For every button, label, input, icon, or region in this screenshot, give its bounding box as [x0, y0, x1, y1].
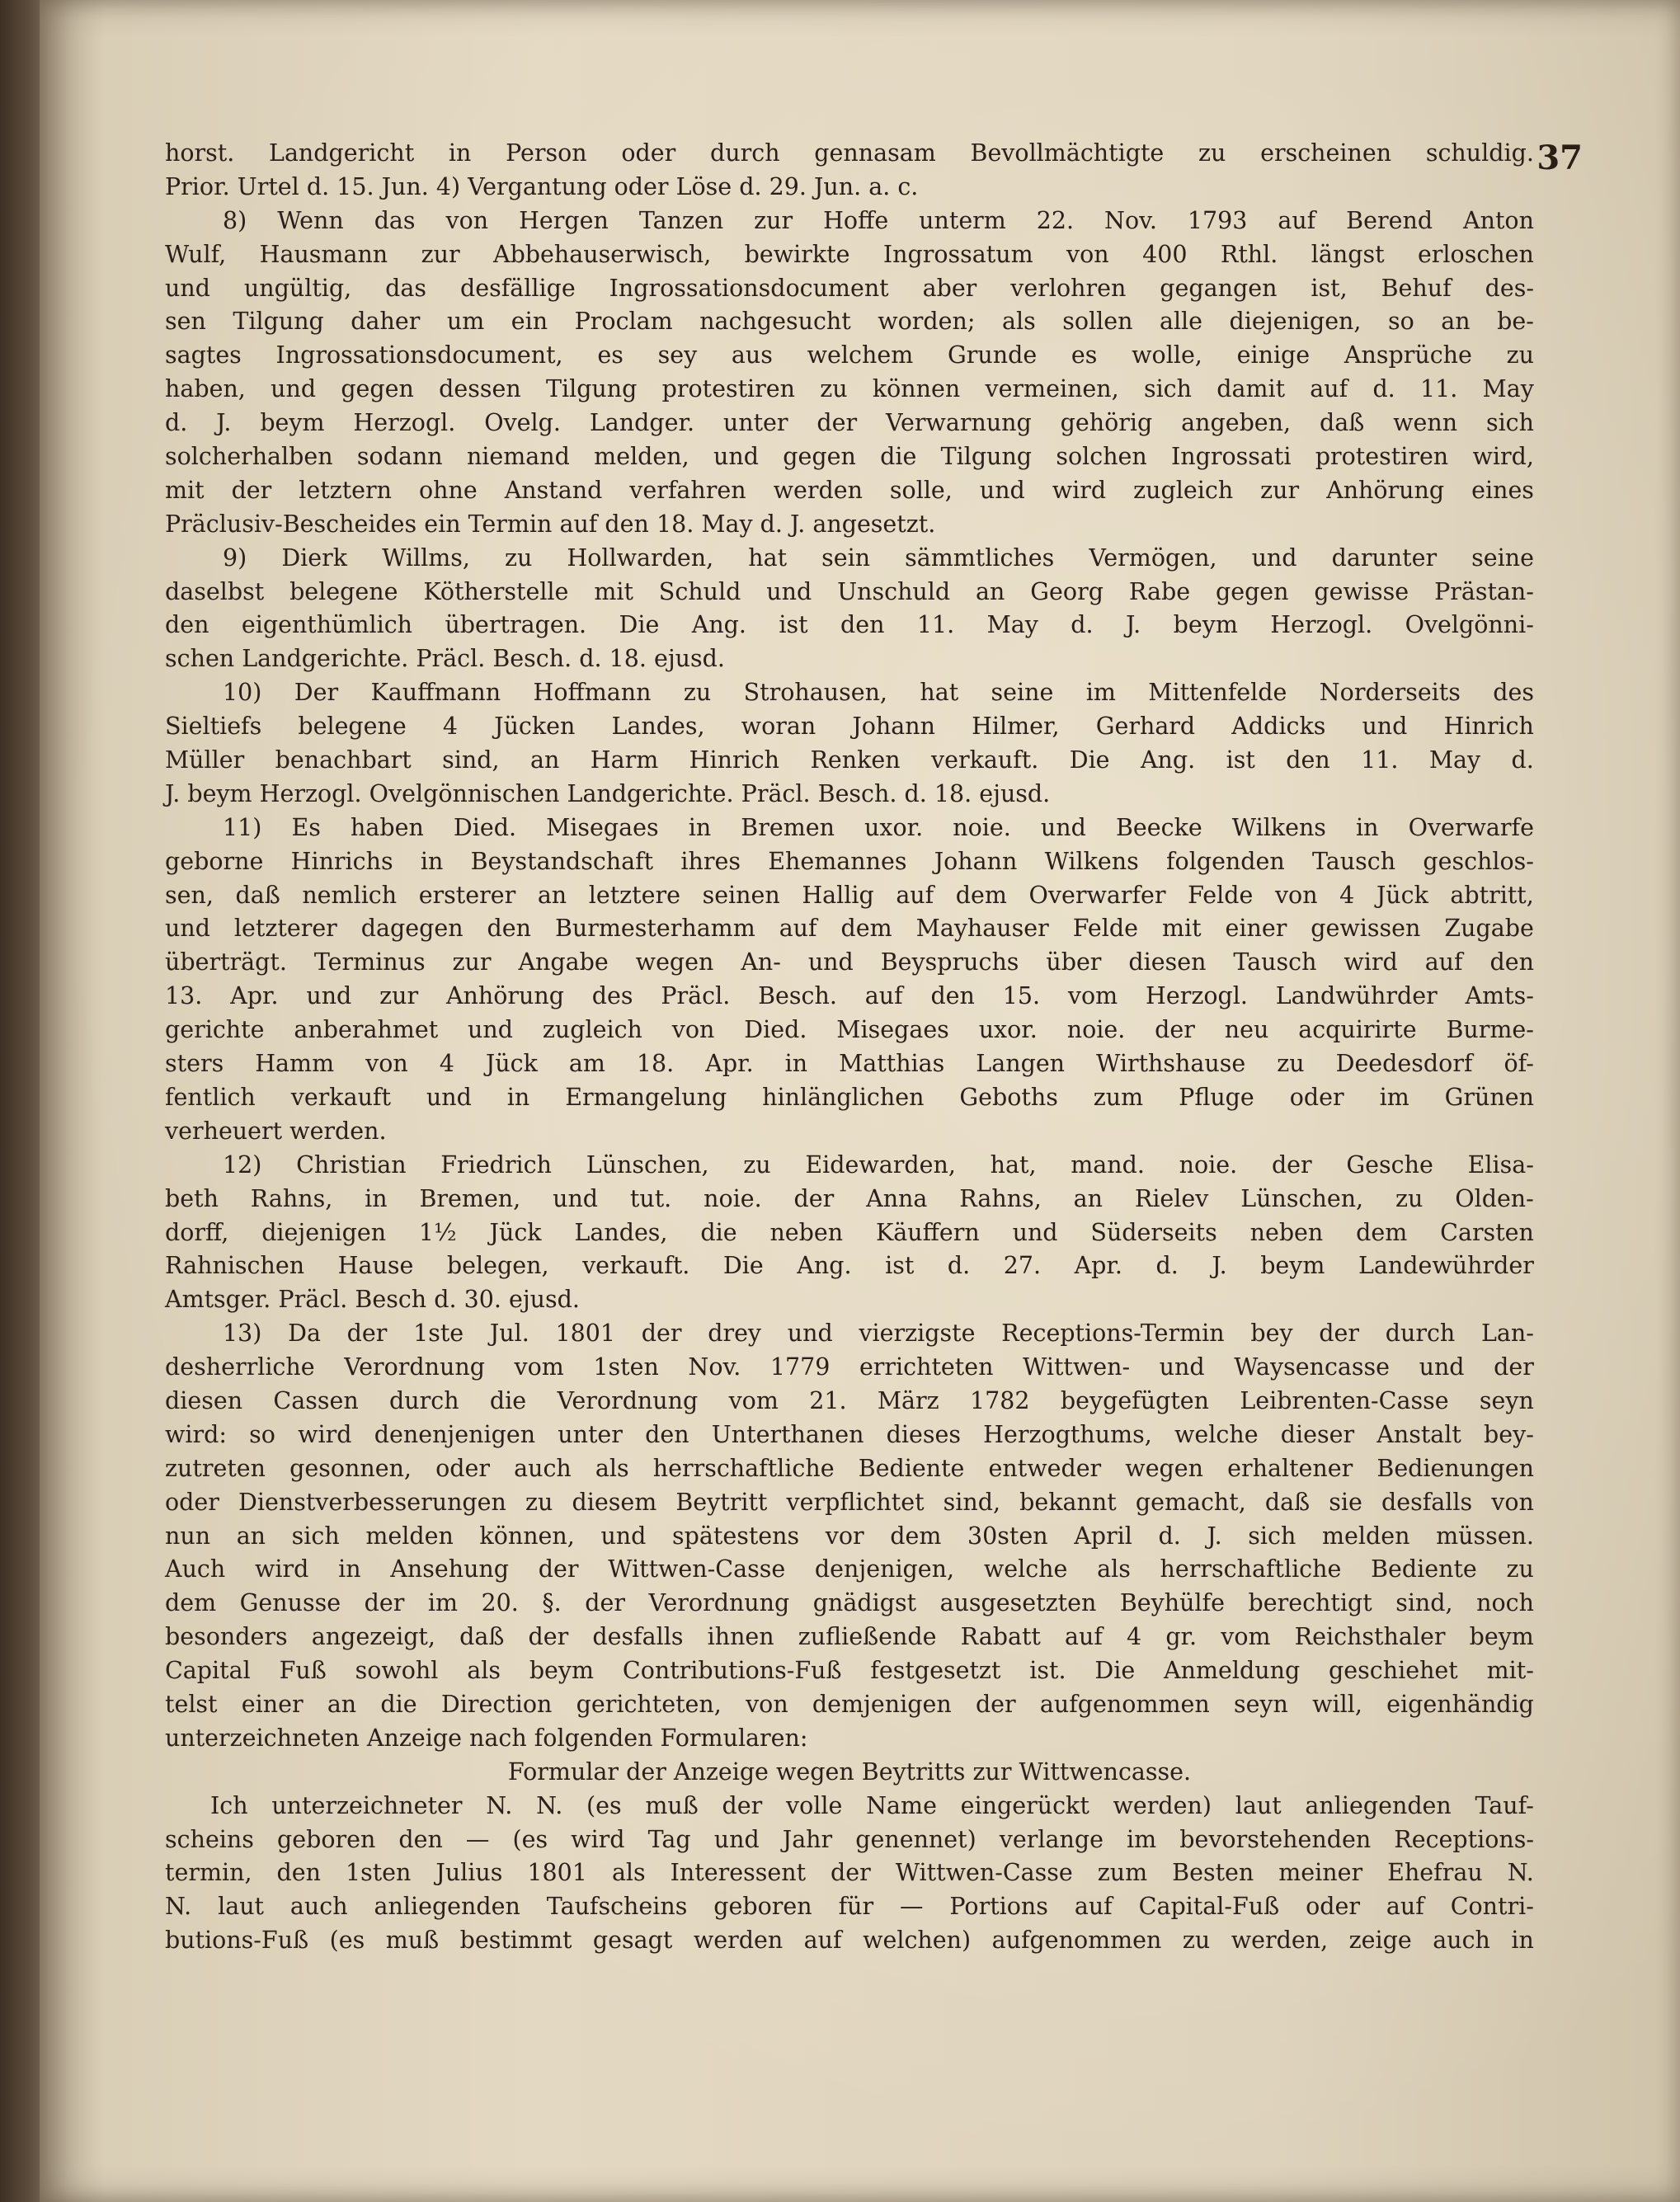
text-line: Prior. Urtel d. 15. Jun. 4) Vergantung oder Löse d. 29. Jun. a. c. — [165, 172, 919, 200]
text-line: sagtes Ingrossationsdocument, es sey aus welchem Grunde es wolle, einige Ansprüche zu — [165, 341, 1534, 369]
text-line: dem Genusse der im 20. §. der Verordnung gnädigst ausgesetzten Beyhülfe berechtigt sind, noch — [165, 1589, 1534, 1617]
text-line: 11) Es haben Died. Misegaes in Bremen uxor. noie. und Beecke Wilkens in Overwarfe — [223, 813, 1534, 841]
text-line: sen, daß nemlich ersterer an letztere seinen Hallig auf dem Overwarfer Felde von 4 Jück abtritt, — [165, 881, 1534, 909]
text-line: nun an sich melden können, und spätestens vor dem 30sten April d. J. sich melden müssen. — [165, 1522, 1534, 1550]
text-line: 12) Christian Friedrich Lünschen, zu Eidewarden, hat, mand. noie. der Gesche Elisa- — [223, 1150, 1534, 1179]
text-line: J. beym Herzogl. Ovelgönnischen Landgerichte. Präcl. Besch. d. 18. ejusd. — [165, 779, 1051, 807]
text-line: 9) Dierk Willms, zu Hollwarden, hat sein sämmtliches Vermögen, und darunter seine — [223, 543, 1534, 572]
text-line: Rahnischen Hause belegen, verkauft. Die Ang. ist d. 27. Apr. d. J. beym Landewührder — [165, 1252, 1534, 1280]
text-line: telst einer an die Direction gerichteten, von demjenigen der aufgenommen seyn will, eigenhändig — [165, 1690, 1534, 1718]
text-line: wird: so wird denenjenigen unter den Unterthanen dieses Herzogthums, welche dieser Anstalt bey- — [165, 1420, 1534, 1448]
text-line: sters Hamm von 4 Jück am 18. Apr. in Matthias Langen Wirthshause zu Deedesdorf öf- — [165, 1050, 1534, 1078]
text-line: gerichte anberahmet und zugleich von Died. Misegaes uxor. noie. der neu acquirirte Burme- — [165, 1016, 1534, 1044]
text-line: 13) Da der 1ste Jul. 1801 der drey und vierzigste Receptions-Termin bey der durch Lan- — [223, 1320, 1534, 1348]
text-line: haben, und gegen dessen Tilgung protestiren zu können vermeinen, sich damit auf d. 11. May — [165, 375, 1534, 403]
text-line: schen Landgerichte. Präcl. Besch. d. 18. ejusd. — [165, 645, 725, 673]
text-line: Präclusiv-Bescheides ein Termin auf den 18. May d. J. angesetzt. — [165, 510, 936, 538]
text-line: Sieltiefs belegene 4 Jücken Landes, woran Johann Hilmer, Gerhard Addicks und Hinrich — [165, 713, 1534, 741]
text-line: termin, den 1sten Julius 1801 als Interessent der Wittwen-Casse zum Besten meiner Ehefrau N. — [165, 1859, 1534, 1887]
text-line: und letzterer dagegen den Burmesterhamm auf dem Mayhauser Felde mit einer gewissen Zugabe — [165, 915, 1534, 943]
text-line: dorff, diejenigen 1½ Jück Landes, die neben Käuffern und Süderseits neben dem Carsten — [165, 1218, 1534, 1246]
text-line: desherrliche Verordnung vom 1sten Nov. 1779 errichteten Wittwen- und Waysencasse und der — [165, 1353, 1534, 1381]
text-line: besonders angezeigt, daß der desfalls ihnen zufließende Rabatt auf 4 gr. vom Reichsthaler beym — [165, 1623, 1534, 1651]
text-line: horst. Landgericht in Person oder durch gennasam Bevollmächtigte zu erscheinen schuldig. — [165, 139, 1534, 167]
text-line: diesen Cassen durch die Verordnung vom 21. März 1782 beygefügten Leibrenten-Casse seyn — [165, 1386, 1534, 1414]
book-page — [40, 0, 1680, 2202]
text-line: oder Dienstverbesserungen zu diesem Beytritt verpflichtet sind, bekannt gemacht, daß sie desfalls von — [165, 1488, 1534, 1516]
text-line: 8) Wenn das von Hergen Tanzen zur Hoffe unterm 22. Nov. 1793 auf Berend Anton — [223, 206, 1534, 234]
text-line: unterzeichneten Anzeige nach folgenden Formularen: — [165, 1724, 808, 1752]
form-heading: Formular der Anzeige wegen Beytritts zur Wittwencasse. — [507, 1757, 1192, 1786]
text-line: d. J. beym Herzogl. Ovelg. Landger. unter der Verwarnung gehörig angeben, daß wenn sich — [165, 409, 1534, 437]
text-line: butions-Fuß (es muß bestimmt gesagt werden auf welchen) aufgenommen zu werden, zeige auch in — [165, 1927, 1534, 1955]
text-line: 13. Apr. und zur Anhörung des Präcl. Besch. auf den 15. vom Herzogl. Landwührder Amts- — [165, 982, 1534, 1010]
text-line: solcherhalben sodann niemand melden, und gegen die Tilgung solchen Ingrossati protestiren wird, — [165, 443, 1534, 471]
text-line: daselbst belegene Kötherstelle mit Schuld und Unschuld an Georg Rabe gegen gewisse Prästan- — [165, 577, 1534, 605]
text-line: Ich unterzeichneter N. N. (es muß der volle Name eingerückt werden) laut anliegenden Tauf- — [210, 1791, 1534, 1819]
text-line: scheins geboren den — (es wird Tag und Jahr genennet) verlange im bevorstehenden Receptions- — [165, 1825, 1534, 1853]
text-line: mit der letztern ohne Anstand verfahren werden solle, und wird zugleich zur Anhörung eines — [165, 476, 1534, 504]
text-line: fentlich verkauft und in Ermangelung hinlänglichen Geboths zum Pfluge oder im Grünen — [165, 1083, 1534, 1111]
page-text — [165, 137, 1534, 1958]
text-line: den eigenthümlich übertragen. Die Ang. ist den 11. May d. J. beym Herzogl. Ovelgönni- — [165, 611, 1534, 639]
text-line: 10) Der Kauffmann Hoffmann zu Strohausen, hat seine im Mittenfelde Norderseits des — [223, 679, 1534, 707]
text-line: N. laut auch anliegenden Taufscheins geboren für — Portions auf Capital-Fuß oder auf Contri- — [165, 1893, 1534, 1921]
text-line: und ungültig, das desfällige Ingrossationsdocument aber verlohren gegangen ist, Behuf des- — [165, 274, 1534, 302]
text-line: Wulf, Hausmann zur Abbehauserwisch, bewirkte Ingrossatum von 400 Rthl. längst erloschen — [165, 240, 1534, 268]
page-number: 37 — [1536, 139, 1583, 177]
text-line: geborne Hinrichs in Beystandschaft ihres Ehemannes Johann Wilkens folgenden Tausch geschlos- — [165, 847, 1534, 875]
text-line: Capital Fuß sowohl als beym Contributions-Fuß festgesetzt ist. Die Anmeldung geschiehet mit- — [165, 1657, 1534, 1685]
text-line: zutreten gesonnen, oder auch als herrschaftliche Bediente entweder wegen erhaltener Bedienungen — [165, 1454, 1534, 1482]
text-line: überträgt. Terminus zur Angabe wegen An- und Beyspruchs über diesen Tausch wird auf den — [165, 948, 1534, 976]
text-line: Amtsger. Präcl. Besch d. 30. ejusd. — [165, 1286, 580, 1314]
text-line: beth Rahns, in Bremen, und tut. noie. der Anna Rahns, an Rielev Lünschen, zu Olden- — [165, 1184, 1534, 1212]
text-line: Müller benachbart sind, an Harm Hinrich Renken verkauft. Die Ang. ist den 11. May d. — [165, 746, 1534, 774]
text-line: verheuert werden. — [165, 1117, 387, 1145]
text-line: Auch wird in Ansehung der Wittwen-Casse denjenigen, welche als herrschaftliche Bediente zu — [165, 1555, 1534, 1583]
text-line: sen Tilgung daher um ein Proclam nachgesucht worden; als sollen alle diejenigen, so an be- — [165, 308, 1534, 336]
